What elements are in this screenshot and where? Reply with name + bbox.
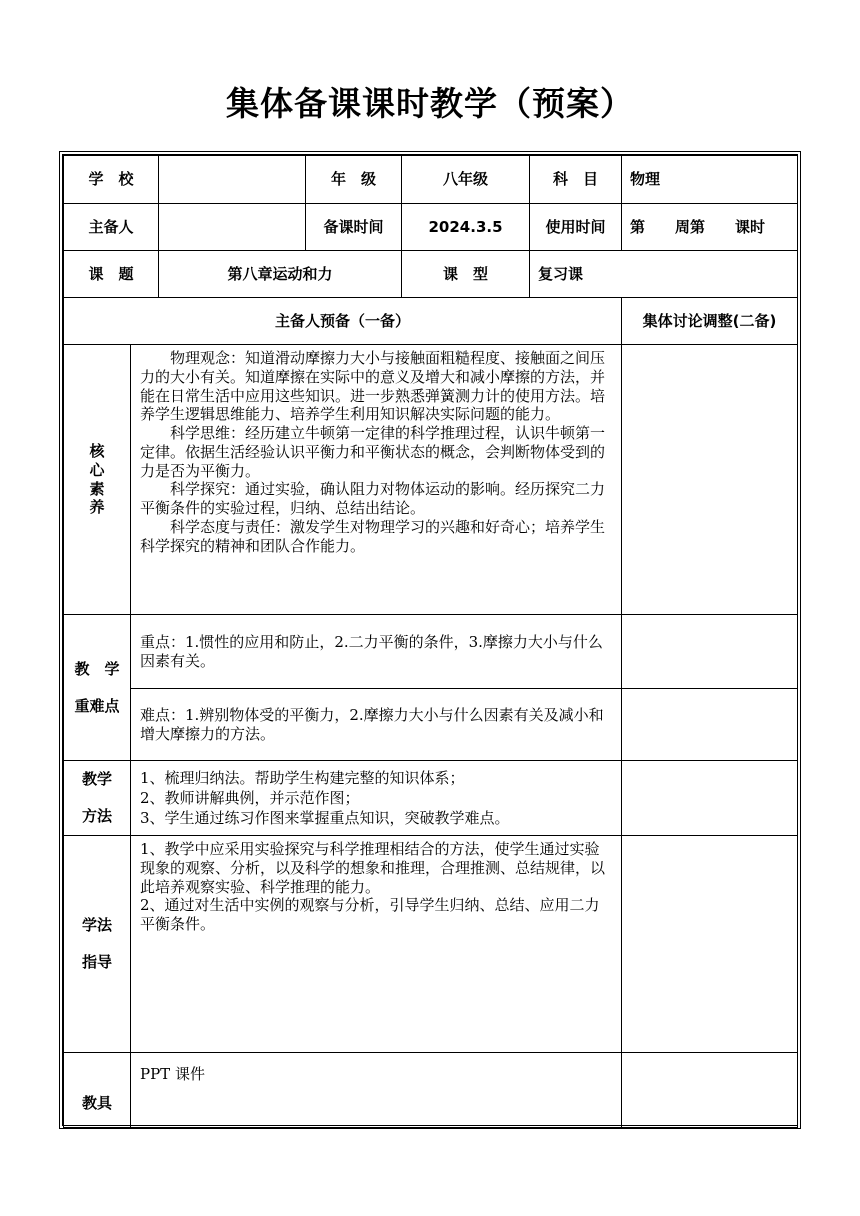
teaching-methods-discussion[interactable]	[622, 761, 798, 836]
method-item: 1、梳理归纳法。帮助学生构建完整的知识体系；	[140, 769, 465, 787]
core-paragraph-inquiry: 科学探究：通过实验，确认阻力对物体运动的影响。经历探究二力平衡条件的实验过程，归纳、总结出结论。	[140, 480, 606, 517]
type-label: 课 型	[402, 251, 530, 298]
row-difficult-points	[64, 689, 798, 761]
page-title: 集体备课课时教学（预案）	[226, 84, 634, 123]
use-time-label: 使用时间	[530, 204, 622, 251]
topic-label: 课 题	[64, 251, 159, 298]
grade-value[interactable]: 八年级	[402, 156, 530, 204]
subject-label: 科 目	[530, 156, 622, 204]
teaching-methods-label: 教学 方法	[64, 761, 131, 836]
prep-time-label: 备课时间	[306, 204, 402, 251]
use-time-value[interactable]: 第 周第 课时	[622, 204, 798, 251]
study-item: 1、教学中应采用实验探究与科学推理相结合的方法，使学生通过实验现象的观察、分析，以及科学的想象和推理，合理推测、总结规律，以此培养观察实验、科学推理的能力。	[140, 840, 606, 896]
method-item: 3、学生通过练习作图来掌握重点知识，突破教学难点。	[140, 809, 510, 827]
key-points-content[interactable]: 重点：1.惯性的应用和防止，2.二力平衡的条件，3.摩擦力大小与什么因素有关。	[131, 615, 622, 689]
difficult-points-content[interactable]: 难点：1.辨别物体受的平衡力，2.摩擦力大小与什么因素有关及减小和增大摩擦力的方法。	[131, 689, 622, 761]
topic-value[interactable]: 第八章运动和力	[159, 251, 402, 298]
study-guidance-label: 学法 指导	[64, 836, 131, 1053]
discussion-header: 集体讨论调整(二备)	[622, 298, 798, 345]
method-item: 2、教师讲解典例，并示范作图；	[140, 789, 360, 807]
study-item: 2、通过对生活中实例的观察与分析，引导学生归纳、总结、应用二力平衡条件。	[140, 896, 600, 933]
row-school	[64, 156, 798, 204]
row-teaching-methods	[64, 761, 798, 836]
row-topic	[64, 251, 798, 298]
prep-time-value[interactable]: 2024.3.5	[402, 204, 530, 251]
subject-value[interactable]: 物理	[622, 156, 798, 204]
preparer-value[interactable]	[159, 204, 306, 251]
teaching-methods-content[interactable]	[131, 761, 622, 836]
teaching-aids-discussion[interactable]	[622, 1053, 798, 1128]
row-study-guidance	[64, 836, 798, 1053]
school-value[interactable]	[159, 156, 306, 204]
difficult-points-discussion[interactable]	[622, 689, 798, 761]
type-value[interactable]: 复习课	[530, 251, 798, 298]
preparer-label: 主备人	[64, 204, 159, 251]
core-paragraph-attitude: 科学态度与责任：激发学生对物理学习的兴趣和好奇心；培养学生科学探究的精神和团队合作能力。	[140, 517, 606, 555]
teaching-aids-label: 教具	[64, 1053, 131, 1128]
main-prep-header: 主备人预备（一备）	[64, 298, 622, 345]
row-key-points	[64, 615, 798, 689]
key-points-discussion[interactable]	[622, 615, 798, 689]
row-teaching-aids	[64, 1053, 798, 1128]
teaching-aids-content[interactable]: PPT 课件	[131, 1053, 622, 1128]
core-literacy-discussion[interactable]	[622, 345, 798, 615]
study-guidance-discussion[interactable]	[622, 836, 798, 1053]
study-guidance-content[interactable]	[131, 836, 622, 1053]
core-paragraph-thinking: 科学思维：经历建立牛顿第一定律的科学推理过程，认识牛顿第一定律。依据生活经验认识平衡力和平衡状态的概念，会判断物体受到的力是否为平衡力。	[140, 424, 606, 480]
core-literacy-content[interactable]	[131, 345, 622, 615]
row-preparer	[64, 204, 798, 251]
lesson-plan-table	[63, 155, 798, 1128]
school-label: 学 校	[64, 156, 159, 204]
row-core-literacy	[64, 345, 798, 615]
core-paragraph-physics: 物理观念：知道滑动摩擦力大小与接触面粗糙程度、接触面之间压力的大小有关。知道摩擦在实际中的意义及增大和减小摩擦的方法，并能在日常生活中应用这些知识。进一步熟悉弹簧测力计的使用方法。培养学生逻辑思维能力、培养学生利用知识解决实际问题的能力。	[140, 349, 606, 424]
grade-label: 年 级	[306, 156, 402, 204]
key-points-label: 教 学 重难点	[64, 615, 131, 761]
core-literacy-label: 核 心 素 养	[64, 345, 131, 615]
row-section-header	[64, 298, 798, 345]
